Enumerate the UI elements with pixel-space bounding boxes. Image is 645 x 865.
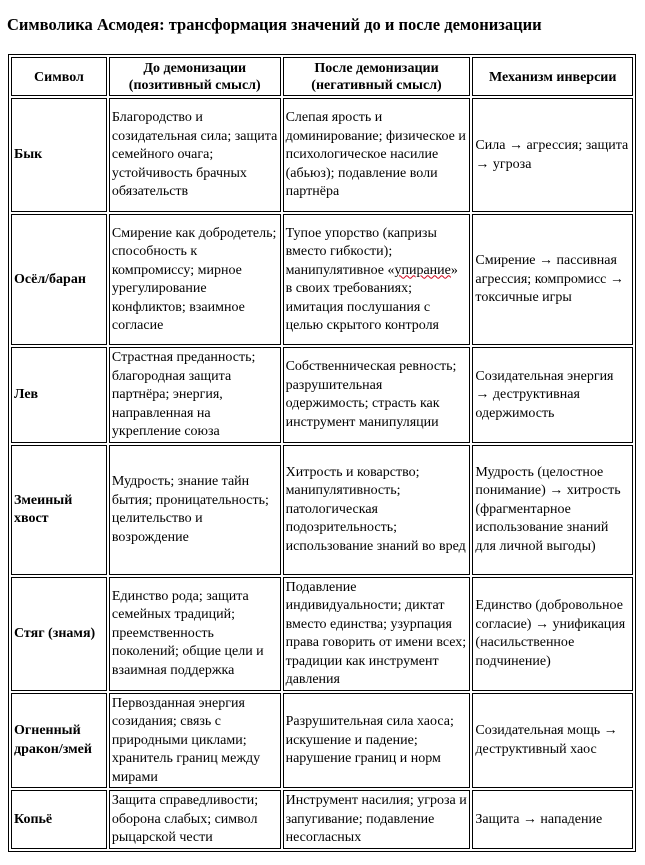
after-cell: Слепая ярость и доминирование; физическое и психологическое насилие (абьюз); подавление воли партнёра [283, 98, 471, 212]
symbol-cell: Стяг (знамя) [11, 577, 107, 691]
before-cell: Единство рода; защита семейных традиций; преемственность поколений; общие цели и взаимная поддержка [109, 577, 281, 691]
mechanism-cell: Сила → агрессия; защита → угроза [472, 98, 633, 212]
table-row [11, 347, 633, 443]
symbolism-table [8, 54, 636, 852]
after-cell [283, 214, 471, 345]
before-cell: Мудрость; знание тайн бытия; проницательность; целительство и возрождение [109, 445, 281, 575]
header-symbol: Символ [11, 57, 107, 96]
symbol-cell: Змеиный хвост [11, 445, 107, 575]
table-row [11, 98, 633, 212]
before-cell: Защита справедливости; оборона слабых; символ рыцарской чести [109, 790, 281, 849]
document-title: Символика Асмодея: трансформация значений до и после демонизации [7, 15, 542, 34]
symbol-cell: Огненный дракон/змей [11, 693, 107, 789]
header-before: До демонизации (позитивный смысл) [109, 57, 281, 96]
after-text-start: Тупое упорство (капризы вместо гибкости); манипулятивное « [285, 225, 437, 278]
table-row [11, 790, 633, 849]
after-text-end: » в своих требованиях; имитация послушания с целью скрытого контроля [285, 262, 458, 333]
symbol-cell: Лев [11, 347, 107, 443]
spellcheck-marked-word: упирание [394, 262, 451, 278]
table-row [11, 693, 633, 789]
table-row [11, 445, 633, 575]
header-after: После демонизации (негативный смысл) [283, 57, 471, 96]
symbol-cell: Осёл/баран [11, 214, 107, 345]
before-cell: Страстная преданность; благородная защита партнёра; энергия, направленная на укрепление союза [109, 347, 281, 443]
after-cell: Подавление индивидуальности; диктат вместо единства; узурпация права говорить от имени всех; традиции как инструмент давления [283, 577, 471, 691]
mechanism-cell: Единство (добровольное согласие) → унификация (насильственное подчинение) [472, 577, 633, 691]
after-cell: Хитрость и коварство; манипулятивность; патологическая подозрительность; использование знаний во вред [283, 445, 471, 575]
after-cell: Разрушительная сила хаоса; искушение и падение; нарушение границ и норм [283, 693, 471, 789]
symbol-cell: Копьё [11, 790, 107, 849]
after-cell: Инструмент насилия; угроза и запугивание; подавление несогласных [283, 790, 471, 849]
mechanism-cell: Созидательная мощь → деструктивный хаос [472, 693, 633, 789]
before-cell: Благородство и созидательная сила; защита семейного очага; устойчивость брачных обязательств [109, 98, 281, 212]
table-row [11, 577, 633, 691]
table-header-row [11, 57, 633, 96]
after-cell: Собственническая ревность; разрушительная одержимость; страсть как инструмент манипуляции [283, 347, 471, 443]
mechanism-cell: Смирение → пассивная агрессия; компромисс → токсичные игры [472, 214, 633, 345]
mechanism-cell: Созидательная энергия → деструктивная одержимость [472, 347, 633, 443]
mechanism-cell: Защита → нападение [472, 790, 633, 849]
header-mechanism: Механизм инверсии [472, 57, 633, 96]
before-cell: Первозданная энергия созидания; связь с природными циклами; хранитель границ между мирами [109, 693, 281, 789]
symbol-cell: Бык [11, 98, 107, 212]
before-cell: Смирение как добродетель; способность к компромиссу; мирное урегулирование конфликтов; взаимное согласие [109, 214, 281, 345]
mechanism-cell: Мудрость (целостное понимание) → хитрость (фрагментарное использование знаний для личной выгоды) [472, 445, 633, 575]
table-row [11, 214, 633, 345]
